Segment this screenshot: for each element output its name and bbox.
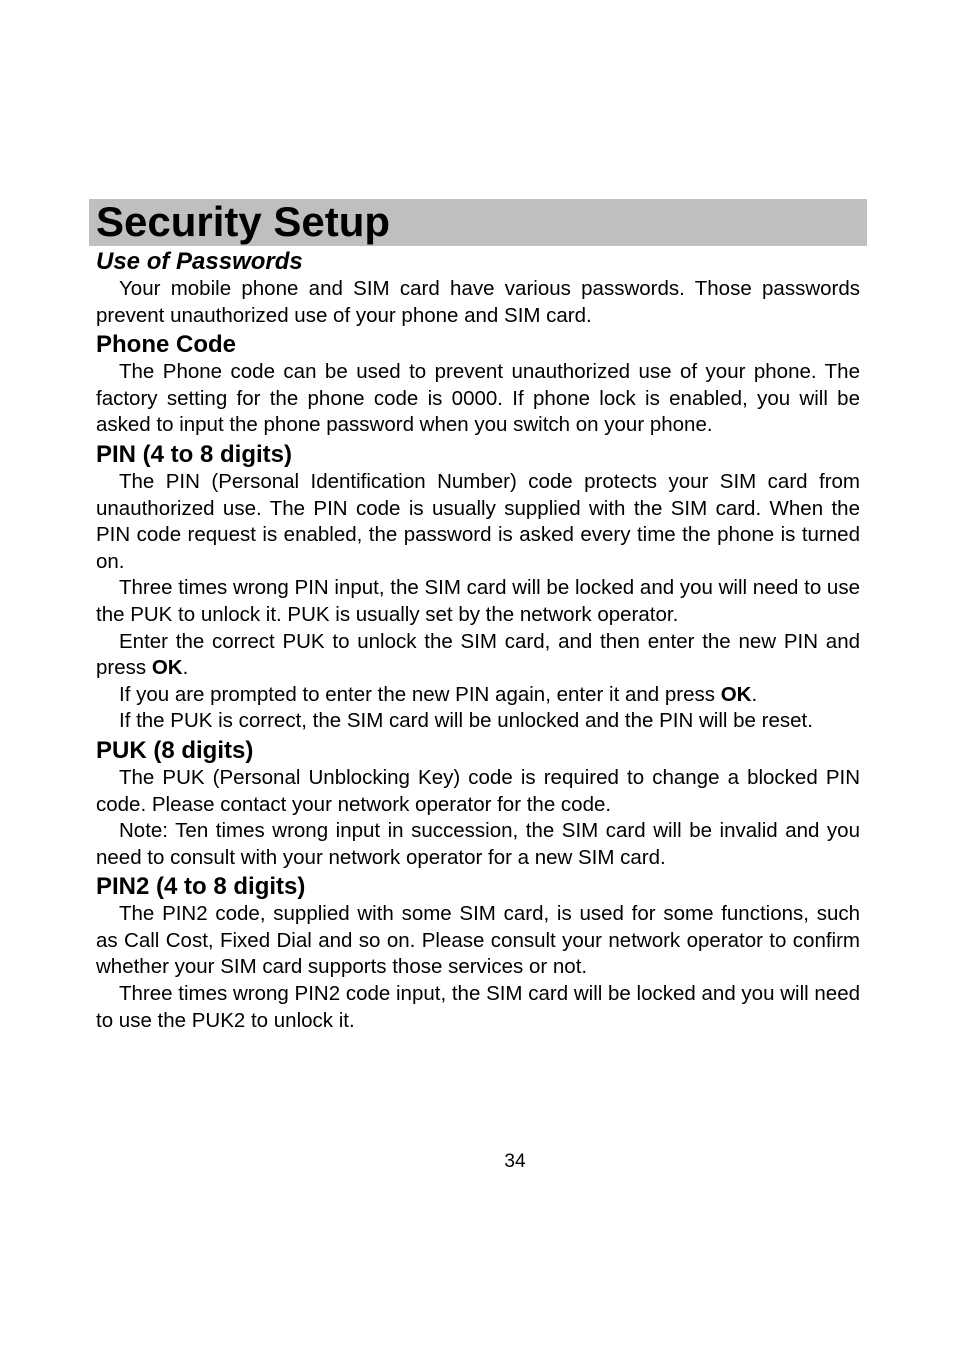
pin2-paragraph-2: Three times wrong PIN2 code input, the SIM card will be locked and you will need to use the PUK2 to unlock it. <box>96 982 860 1032</box>
page-number: 34 <box>504 1151 526 1172</box>
pin-paragraph-4-end: . <box>751 682 758 706</box>
pin-paragraph-3-text: Enter the correct PUK to unlock the SIM card, and then enter the new PIN and press <box>96 629 860 680</box>
heading-pin: PIN (4 to 8 digits) <box>96 440 293 468</box>
ok-key-label: OK <box>720 682 752 706</box>
pin-paragraph-3 <box>96 629 860 682</box>
puk-paragraph-2: Note: Ten times wrong input in succession, the SIM card will be invalid and you need to consult with your network operator for a new SIM card. <box>96 819 860 869</box>
pin-paragraph-1: The PIN (Personal Identification Number) code protects your SIM card from unauthorized use. The PIN code is usually supplied with the SIM card. When the PIN code request is enabled, the password is asked every time the phone is turned on. <box>96 469 860 573</box>
pin-paragraph-4 <box>96 682 860 709</box>
pin-paragraph-5: If the PUK is correct, the SIM card will be unlocked and the PIN will be reset. <box>119 709 813 733</box>
heading-puk: PUK (8 digits) <box>96 736 254 764</box>
heading-phone-code: Phone Code <box>96 331 237 359</box>
puk-paragraph-1: The PUK (Personal Unblocking Key) code is required to change a blocked PIN code. Please contact your network operator for the code. <box>96 765 860 816</box>
pin-paragraph-3-end: . <box>182 656 189 680</box>
pin2-paragraph-1: The PIN2 code, supplied with some SIM card, is used for some functions, such as Call Cost, Fixed Dial and so on. Please consult your network operator to confirm whether your SIM card supports those services or not. <box>96 902 860 979</box>
page-title: Security Setup <box>96 198 391 245</box>
pin-paragraph-2: Three times wrong PIN input, the SIM card will be locked and you will need to use the PUK to unlock it. PUK is usually set by the network operator. <box>96 576 860 626</box>
ok-key-label: OK <box>151 656 183 680</box>
pin-paragraph-4-text: If you are prompted to enter the new PIN again, enter it and press <box>119 682 721 706</box>
heading-pin2: PIN2 (4 to 8 digits) <box>96 873 306 901</box>
page-content <box>96 246 860 1034</box>
intro-paragraph: Your mobile phone and SIM card have various passwords. Those passwords prevent unauthorized use of your phone and SIM card. <box>96 277 860 327</box>
section-title-use-of-passwords: Use of Passwords <box>96 248 303 275</box>
phone-code-paragraph: The Phone code can be used to prevent unauthorized use of your phone. The factory setting for the phone code is 0000. If phone lock is enabled, you will be asked to input the phone password when you switch on your phone. <box>96 360 860 437</box>
